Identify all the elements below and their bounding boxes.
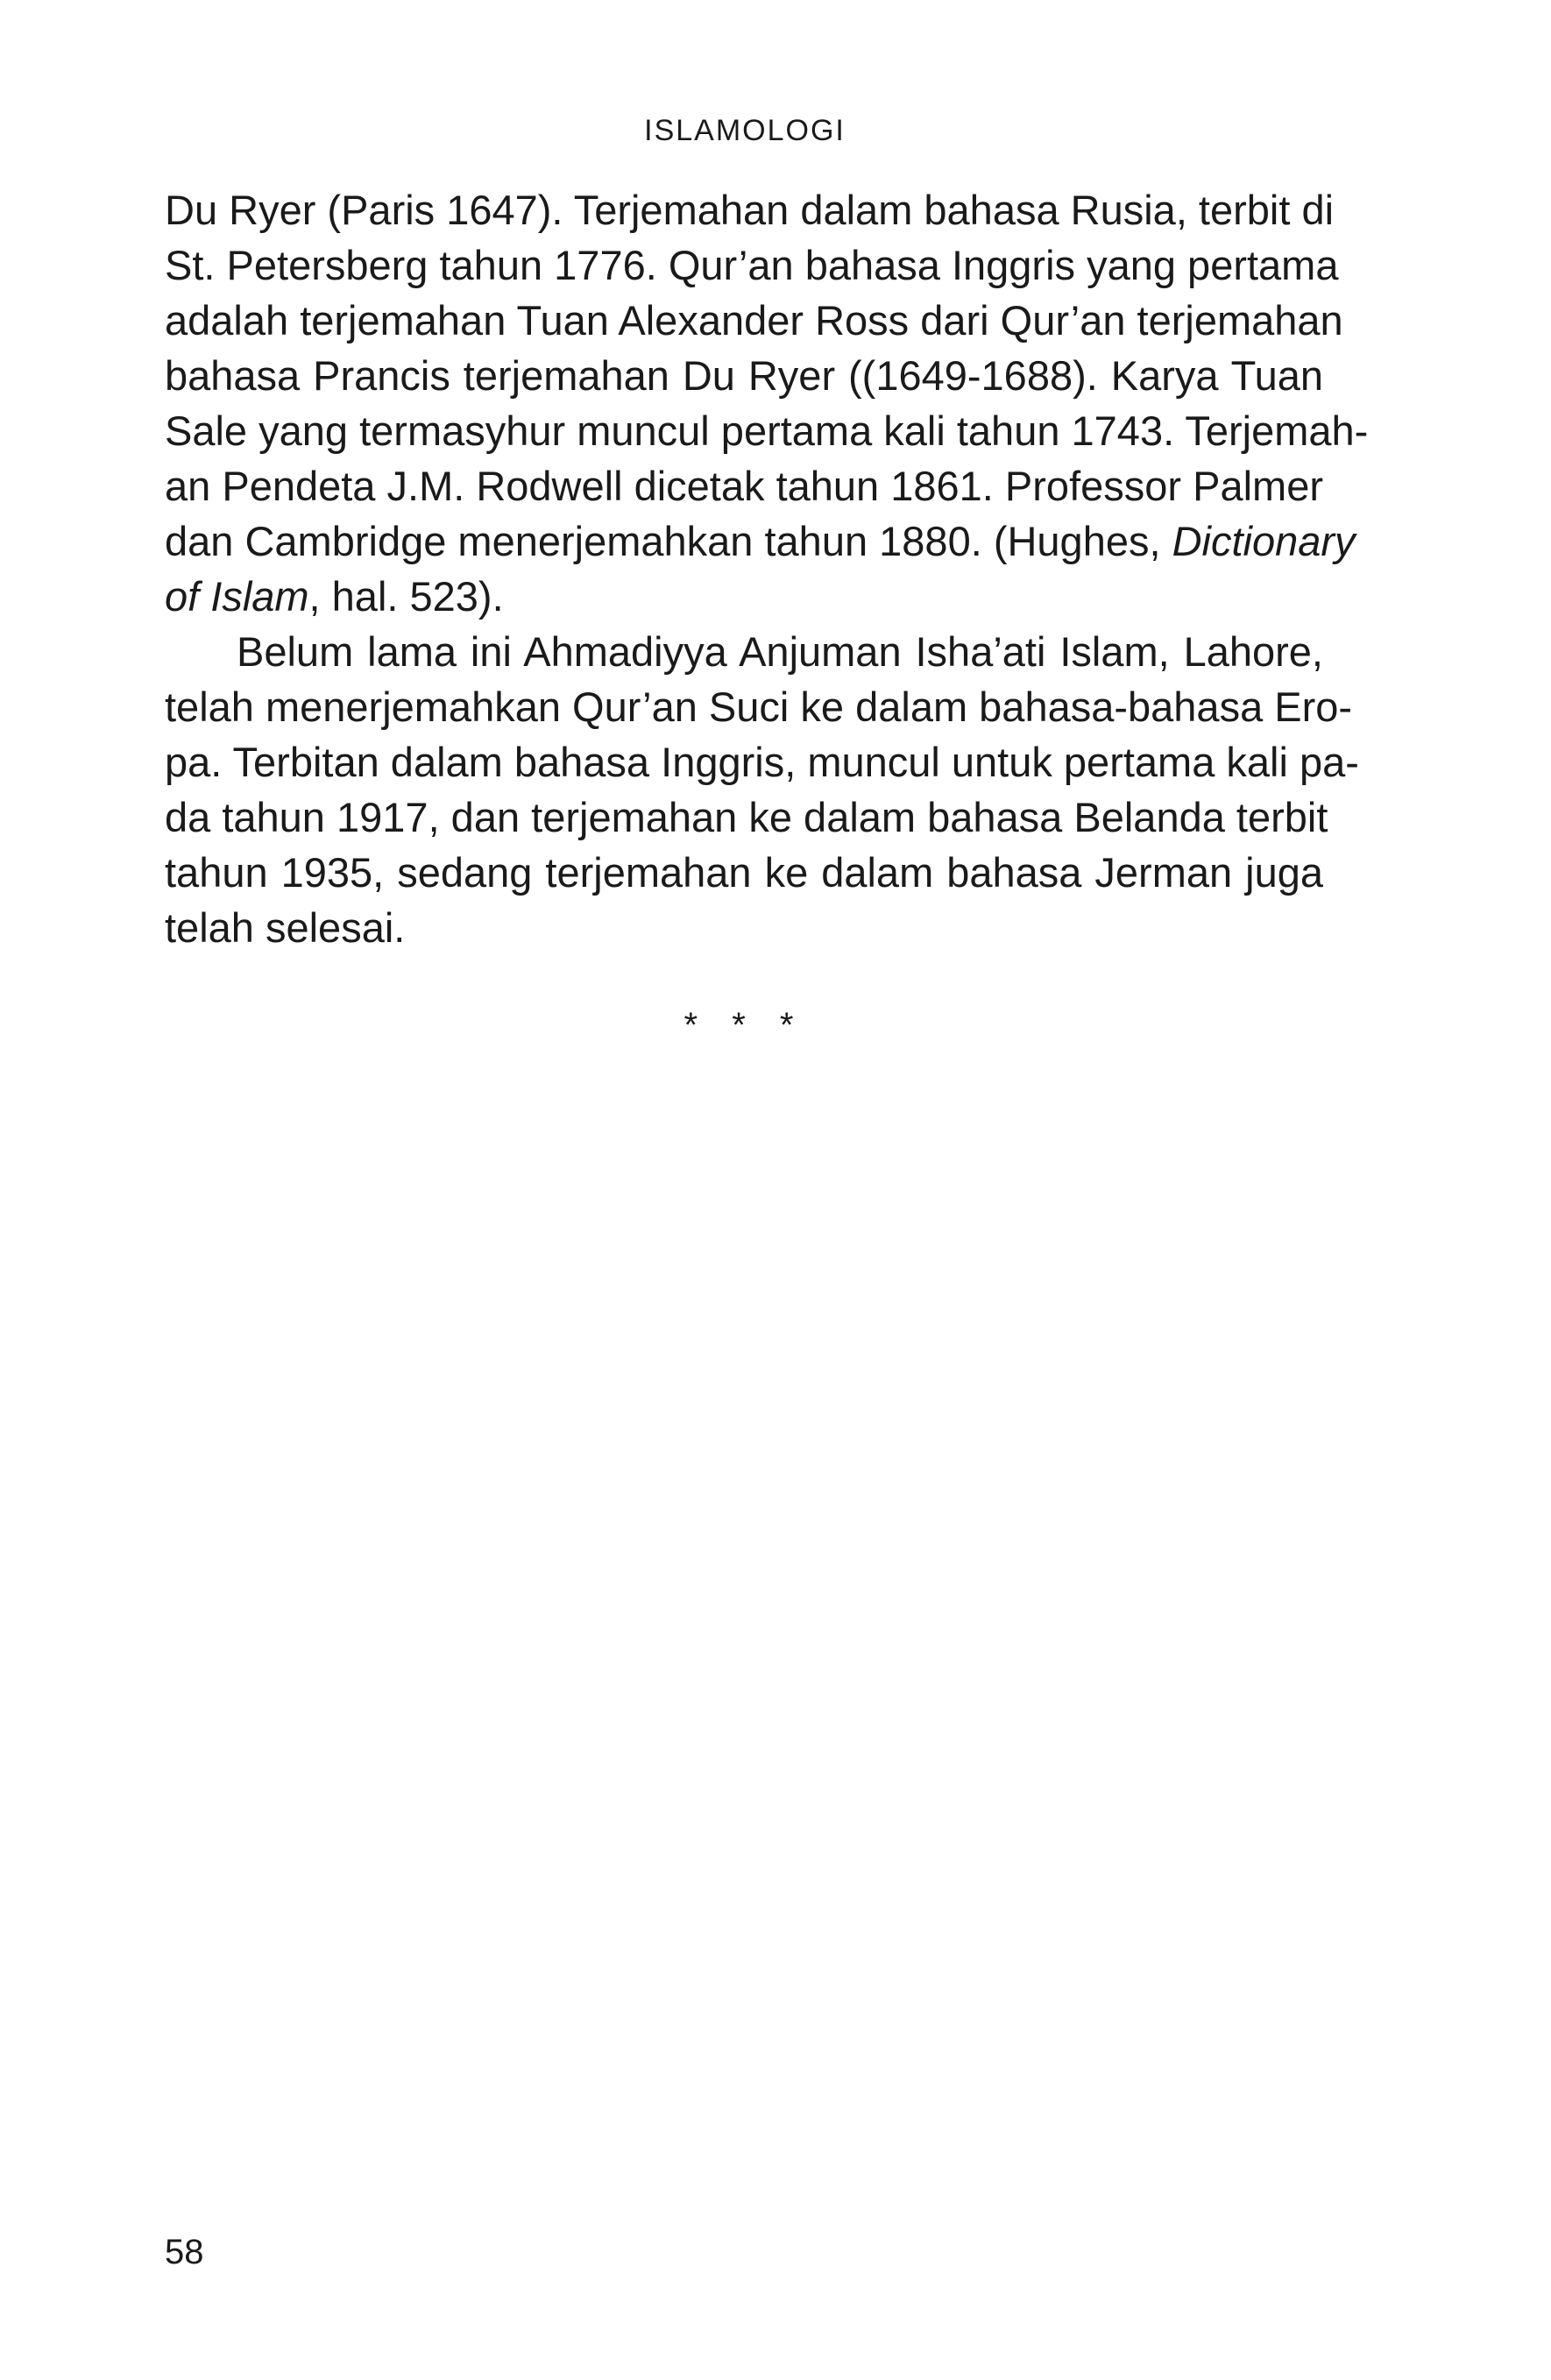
paragraph-2 xyxy=(165,624,1359,955)
text-line: pa. Terbitan dalam bahasa Inggris, muncul untuk pertama kali pa- xyxy=(165,739,1359,785)
text-line: of Islam, hal. 523). xyxy=(165,573,504,620)
text-line: tahun 1935, sedang terjemahan ke dalam bahasa Jerman juga xyxy=(165,849,1323,896)
section-separator: * * * xyxy=(683,1006,806,1045)
body-text xyxy=(165,182,1369,955)
text-line: bahasa Prancis terjemahan Du Ryer ((1649-1688). Karya Tuan xyxy=(165,352,1323,399)
text-line: Sale yang termasyhur muncul pertama kali tahun 1743. Terjemah- xyxy=(165,407,1369,454)
text-line: St. Petersberg tahun 1776. Qur’an bahasa Inggris yang pertama xyxy=(165,242,1339,288)
text-line: telah selesai. xyxy=(165,904,406,951)
text-line: telah menerjemahkan Qur’an Suci ke dalam bahasa-bahasa Ero- xyxy=(165,684,1353,730)
book-title-italic: Dictionary xyxy=(1172,518,1356,564)
page-number: 58 xyxy=(165,2233,204,2271)
text-line: Belum lama ini Ahmadiyya Anjuman Isha’ati Islam, Lahore, xyxy=(237,628,1323,675)
text-line: an Pendeta J.M. Rodwell dicetak tahun 1861. Professor Palmer xyxy=(165,463,1323,509)
running-head: ISLAMOLOGI xyxy=(644,114,846,147)
text-line: Du Ryer (Paris 1647). Terjemahan dalam bahasa Rusia, terbit di xyxy=(165,187,1335,233)
text-line: adalah terjemahan Tuan Alexander Ross dari Qur’an terjemahan xyxy=(165,297,1343,344)
paragraph-1 xyxy=(165,182,1369,624)
text-line: dan Cambridge menerjemahkan tahun 1880. (Hughes, Dictionary xyxy=(165,518,1356,564)
text-line: da tahun 1917, dan terjemahan ke dalam bahasa Belanda terbit xyxy=(165,794,1328,840)
book-title-italic: of Islam xyxy=(165,573,309,620)
